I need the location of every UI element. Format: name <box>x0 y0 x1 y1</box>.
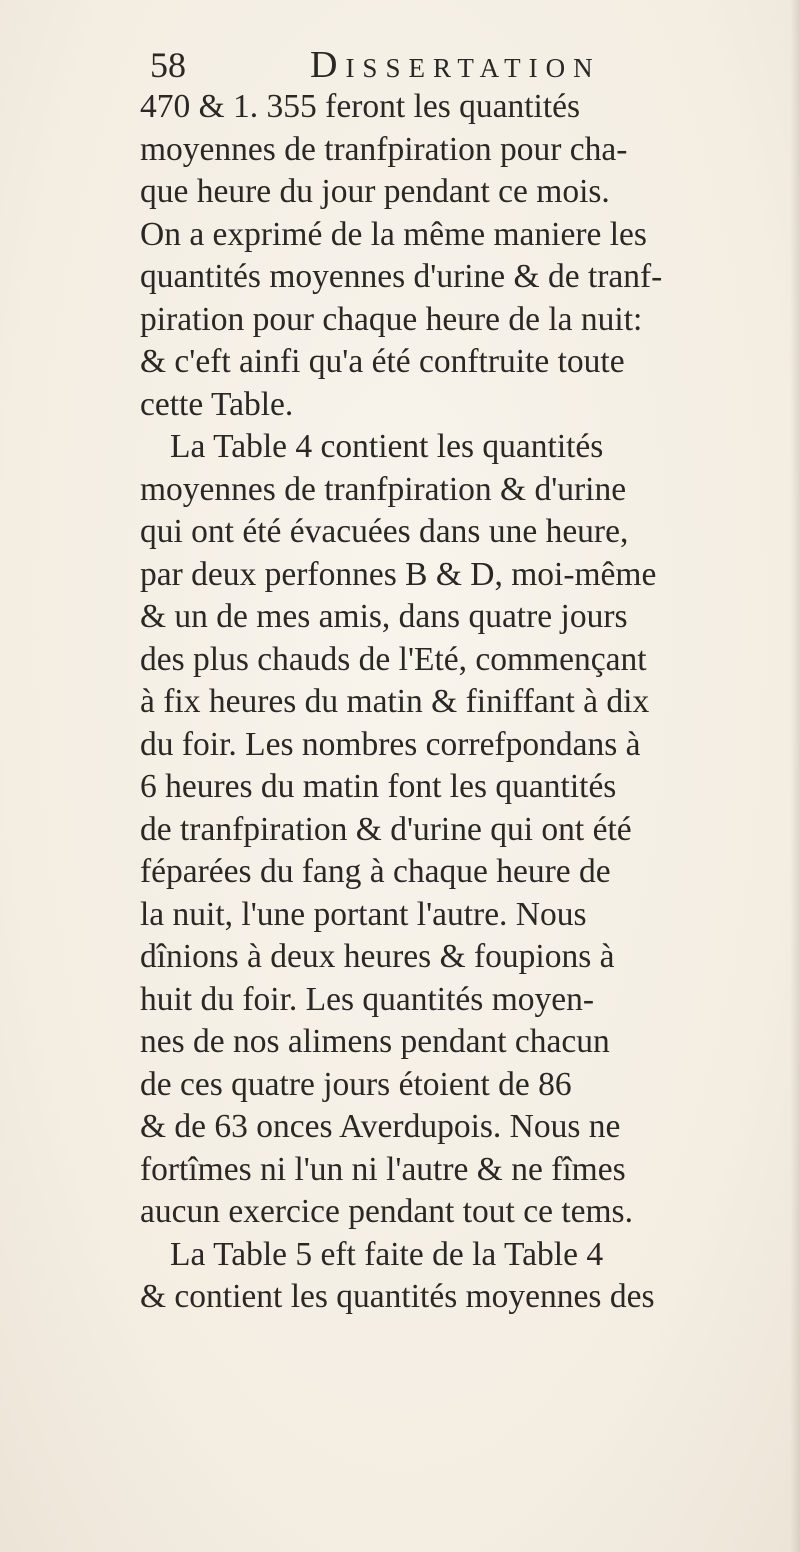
page-edge-shadow <box>790 0 800 1552</box>
page-header <box>150 40 730 90</box>
text-line: nes de nos alimens pendant chacun <box>140 1023 610 1060</box>
text-line: qui ont été évacuées dans une heure, <box>140 513 629 550</box>
text-line: par deux perfonnes B & D, moi-même <box>140 555 657 593</box>
text-line: cette Table. <box>140 385 294 423</box>
text-line: 470 & 1. 355 feront les quantités <box>140 88 581 125</box>
paragraph-start-line: La Table 4 contient les quantités <box>170 428 604 465</box>
text-line: la nuit, l'une portant l'autre. Nous <box>140 895 587 933</box>
text-line: féparées du fang à chaque heure de <box>140 853 611 890</box>
text-line: aucun exercice pendant tout ce tems. <box>140 1193 633 1230</box>
text-line: moyennes de tranfpiration & d'urine <box>140 470 627 508</box>
body-text <box>140 86 780 1319</box>
text-line: piration pour chaque heure de la nuit: <box>140 300 643 338</box>
running-title: Dissertation <box>310 44 601 86</box>
text-line: huit du foir. Les quantités moyen- <box>140 980 595 1018</box>
text-line: dînions à deux heures & foupions à <box>140 938 615 975</box>
text-line: fortîmes ni l'un ni l'autre & ne fîmes <box>140 1150 626 1188</box>
text-line: & un de mes amis, dans quatre jours <box>140 598 628 635</box>
text-line: quantités moyennes d'urine & de tranf- <box>140 258 663 295</box>
paragraph-start-line: La Table 5 eft faite de la Table 4 <box>170 1235 604 1273</box>
text-line: du foir. Les nombres correfpondans à <box>140 725 641 763</box>
text-line: moyennes de tranfpiration pour cha- <box>140 130 628 168</box>
text-line: On a exprimé de la même maniere les <box>140 215 647 253</box>
text-line: & de 63 onces Averdupois. Nous ne <box>140 1108 621 1145</box>
text-line: 6 heures du matin font les quantités <box>140 768 617 805</box>
text-line: de ces quatre jours étoient de 86 <box>140 1065 572 1103</box>
page-number: 58 <box>150 45 186 85</box>
text-line: des plus chauds de l'Eté, commençant <box>140 640 647 678</box>
text-line: & c'eft ainfi qu'a été conftruite toute <box>140 343 625 380</box>
text-line: à fix heures du matin & finiffant à dix <box>140 683 650 720</box>
text-line: & contient les quantités moyennes des <box>140 1278 655 1315</box>
text-line: que heure du jour pendant ce mois. <box>140 173 610 210</box>
text-line: de tranfpiration & d'urine qui ont été <box>140 810 632 848</box>
